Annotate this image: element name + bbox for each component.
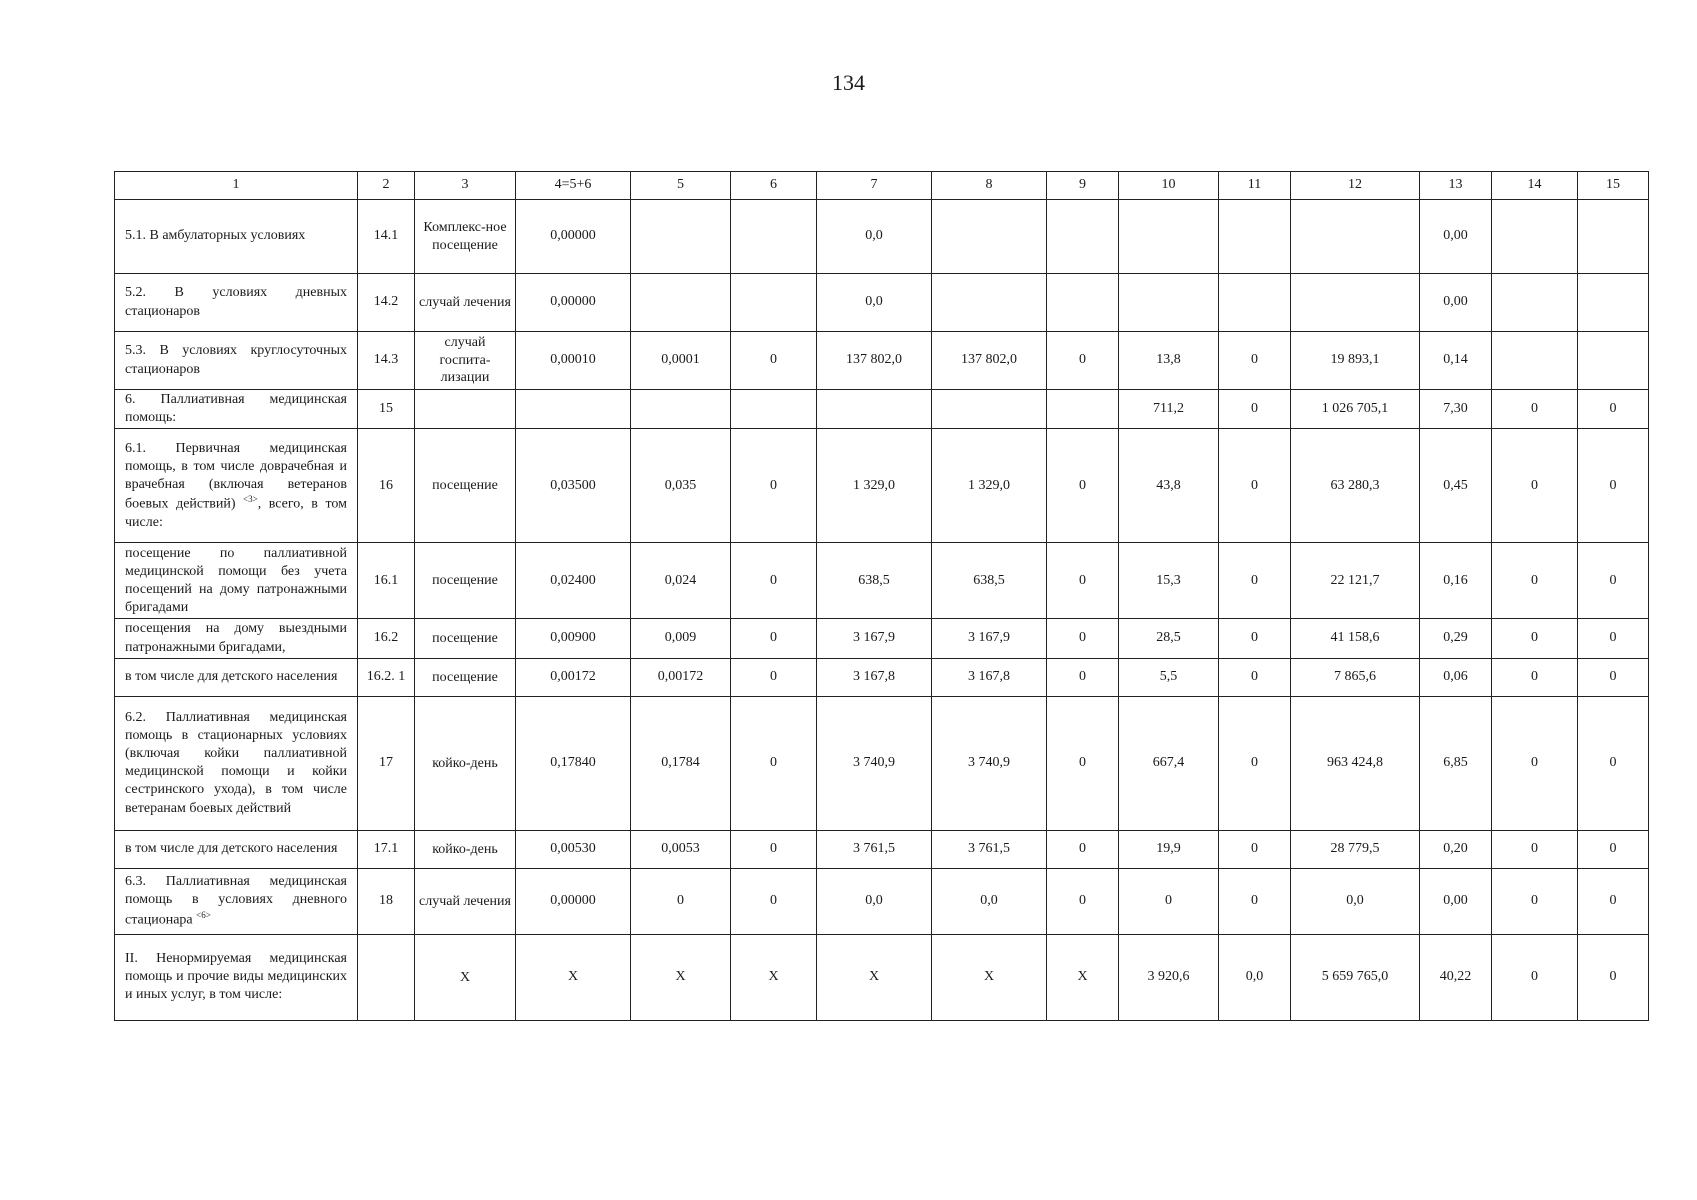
cell-c10: 5,5	[1119, 658, 1219, 696]
row-label-text: посещения на дому выездными патронажными бригадами,	[125, 621, 347, 655]
row-code: 14.3	[358, 332, 415, 390]
cell-c15: 0	[1578, 429, 1649, 543]
row-label	[115, 696, 358, 830]
cell-c13: 0,00	[1420, 274, 1492, 332]
cell-c9	[1047, 274, 1119, 332]
row-unit	[415, 390, 516, 429]
cell-c7	[817, 390, 932, 429]
cell-c4: 0,00900	[516, 619, 631, 658]
cell-c6: X	[731, 934, 817, 1020]
column-header: 11	[1219, 172, 1291, 200]
cell-c8: 3 167,8	[932, 658, 1047, 696]
row-code: 16.2. 1	[358, 658, 415, 696]
cell-c5: 0,024	[631, 543, 731, 619]
cell-c7: 3 740,9	[817, 696, 932, 830]
row-label-text: в том числе для детского населения	[125, 669, 338, 685]
cell-c12: 5 659 765,0	[1291, 934, 1420, 1020]
footnote-ref: <6>	[196, 909, 211, 920]
row-unit	[415, 332, 516, 390]
cell-c12: 7 865,6	[1291, 658, 1420, 696]
cell-c4: 0,00530	[516, 830, 631, 868]
cell-c7: 638,5	[817, 543, 932, 619]
unit-text: койко-день	[432, 841, 498, 857]
cell-c6	[731, 390, 817, 429]
cell-c5: 0	[631, 868, 731, 934]
volumes-table	[114, 171, 1649, 1021]
cell-c14: 0	[1492, 658, 1578, 696]
column-header: 6	[731, 172, 817, 200]
cell-c6: 0	[731, 429, 817, 543]
cell-c8: 137 802,0	[932, 332, 1047, 390]
row-label-text: 6.1. Первичная медицинская помощь, в том числе доврачебная и врачебная (включая ветеранов боевых действий)	[125, 440, 347, 512]
row-label	[115, 830, 358, 868]
cell-c12: 28 779,5	[1291, 830, 1420, 868]
cell-c6	[731, 274, 817, 332]
cell-c13: 0,14	[1420, 332, 1492, 390]
cell-c12: 63 280,3	[1291, 429, 1420, 543]
cell-c6	[731, 200, 817, 274]
cell-c15	[1578, 332, 1649, 390]
cell-c7: 3 167,8	[817, 658, 932, 696]
row-unit	[415, 619, 516, 658]
cell-c6: 0	[731, 830, 817, 868]
row-label	[115, 658, 358, 696]
column-header: 2	[358, 172, 415, 200]
cell-c15: 0	[1578, 658, 1649, 696]
cell-c12: 963 424,8	[1291, 696, 1420, 830]
column-header: 5	[631, 172, 731, 200]
cell-c11: 0	[1219, 868, 1291, 934]
cell-c7: 1 329,0	[817, 429, 932, 543]
cell-c13: 7,30	[1420, 390, 1492, 429]
row-label	[115, 274, 358, 332]
table-row	[115, 200, 1649, 274]
unit-text: случай лечения	[419, 893, 511, 909]
row-label	[115, 543, 358, 619]
cell-c12: 19 893,1	[1291, 332, 1420, 390]
row-label-text: посещение по паллиативной медицинской помощи без учета посещений на дому патронажными бригадами	[125, 545, 347, 616]
cell-c4	[516, 390, 631, 429]
cell-c9: 0	[1047, 332, 1119, 390]
cell-c10: 667,4	[1119, 696, 1219, 830]
column-header: 3	[415, 172, 516, 200]
cell-c10: 13,8	[1119, 332, 1219, 390]
table-row	[115, 390, 1649, 429]
row-label-text: 5.3. В условиях круглосуточных стационаров	[125, 343, 347, 377]
row-label-text: 5.2. В условиях дневных стационаров	[125, 285, 347, 319]
column-header: 8	[932, 172, 1047, 200]
cell-c7: 0,0	[817, 274, 932, 332]
column-header: 4=5+6	[516, 172, 631, 200]
cell-c15: 0	[1578, 390, 1649, 429]
row-code	[358, 934, 415, 1020]
cell-c10: 3 920,6	[1119, 934, 1219, 1020]
row-unit	[415, 830, 516, 868]
cell-c10: 28,5	[1119, 619, 1219, 658]
row-label-text: 6. Паллиативная медицинская помощь:	[125, 392, 347, 426]
unit-text: случай госпита-лизации	[439, 335, 491, 386]
cell-c13: 0,00	[1420, 200, 1492, 274]
cell-c12: 41 158,6	[1291, 619, 1420, 658]
cell-c13: 0,29	[1420, 619, 1492, 658]
cell-c5: 0,0001	[631, 332, 731, 390]
header-row	[115, 172, 1649, 200]
cell-c14: 0	[1492, 934, 1578, 1020]
cell-c6: 0	[731, 868, 817, 934]
cell-c8: X	[932, 934, 1047, 1020]
cell-c14: 0	[1492, 868, 1578, 934]
cell-c9	[1047, 390, 1119, 429]
row-unit	[415, 934, 516, 1020]
cell-c10	[1119, 274, 1219, 332]
cell-c13: 0,20	[1420, 830, 1492, 868]
cell-c4: 0,00172	[516, 658, 631, 696]
footnote-ref: <3>	[243, 494, 258, 505]
cell-c15	[1578, 200, 1649, 274]
row-code: 16	[358, 429, 415, 543]
cell-c15: 0	[1578, 934, 1649, 1020]
cell-c12: 22 121,7	[1291, 543, 1420, 619]
cell-c14	[1492, 200, 1578, 274]
cell-c10	[1119, 200, 1219, 274]
cell-c8	[932, 200, 1047, 274]
cell-c15: 0	[1578, 619, 1649, 658]
row-label-text: 6.2. Паллиативная медицинская помощь в стационарных условиях (включая койки паллиативной медицинской помощи и койки сестринского ухода), в том числе ветеранам боевых действий	[125, 709, 347, 816]
cell-c15	[1578, 274, 1649, 332]
cell-c8: 638,5	[932, 543, 1047, 619]
cell-c7: 3 167,9	[817, 619, 932, 658]
cell-c11: 0	[1219, 429, 1291, 543]
row-label-text: 5.1. В амбулаторных условиях	[125, 228, 306, 244]
column-header: 7	[817, 172, 932, 200]
table-row	[115, 934, 1649, 1020]
table-row	[115, 332, 1649, 390]
row-code: 17	[358, 696, 415, 830]
cell-c7: X	[817, 934, 932, 1020]
cell-c6: 0	[731, 332, 817, 390]
cell-c6: 0	[731, 619, 817, 658]
unit-text: посещение	[432, 573, 498, 589]
cell-c12	[1291, 274, 1420, 332]
cell-c8: 1 329,0	[932, 429, 1047, 543]
table-row	[115, 619, 1649, 658]
row-label-tail: , всего, в том числе:	[125, 496, 347, 530]
cell-c11: 0	[1219, 830, 1291, 868]
cell-c5	[631, 390, 731, 429]
cell-c4: 0,00000	[516, 868, 631, 934]
row-label	[115, 619, 358, 658]
cell-c14	[1492, 274, 1578, 332]
cell-c10: 15,3	[1119, 543, 1219, 619]
cell-c14: 0	[1492, 390, 1578, 429]
cell-c8	[932, 274, 1047, 332]
cell-c7: 0,0	[817, 868, 932, 934]
cell-c6: 0	[731, 543, 817, 619]
row-label-text: в том числе для детского населения	[125, 841, 338, 857]
row-code: 14.2	[358, 274, 415, 332]
cell-c9: 0	[1047, 543, 1119, 619]
cell-c13: 0,00	[1420, 868, 1492, 934]
row-label	[115, 332, 358, 390]
cell-c4: X	[516, 934, 631, 1020]
table-row	[115, 429, 1649, 543]
row-code: 18	[358, 868, 415, 934]
cell-c11: 0	[1219, 658, 1291, 696]
table-row	[115, 830, 1649, 868]
cell-c9: 0	[1047, 830, 1119, 868]
cell-c11: 0	[1219, 390, 1291, 429]
row-unit	[415, 274, 516, 332]
unit-text: посещение	[432, 669, 498, 685]
cell-c8: 3 740,9	[932, 696, 1047, 830]
column-header: 12	[1291, 172, 1420, 200]
column-header: 15	[1578, 172, 1649, 200]
unit-text: койко-день	[432, 755, 498, 771]
cell-c5: 0,0053	[631, 830, 731, 868]
cell-c14: 0	[1492, 696, 1578, 830]
cell-c13: 0,16	[1420, 543, 1492, 619]
cell-c9: 0	[1047, 658, 1119, 696]
cell-c7: 137 802,0	[817, 332, 932, 390]
cell-c7: 3 761,5	[817, 830, 932, 868]
cell-c9: 0	[1047, 619, 1119, 658]
row-unit	[415, 868, 516, 934]
row-code: 16.2	[358, 619, 415, 658]
cell-c10: 711,2	[1119, 390, 1219, 429]
row-code: 14.1	[358, 200, 415, 274]
cell-c7: 0,0	[817, 200, 932, 274]
cell-c13: 6,85	[1420, 696, 1492, 830]
cell-c14: 0	[1492, 830, 1578, 868]
row-label	[115, 429, 358, 543]
column-header: 1	[115, 172, 358, 200]
cell-c12: 1 026 705,1	[1291, 390, 1420, 429]
row-label	[115, 390, 358, 429]
cell-c5: 0,035	[631, 429, 731, 543]
cell-c11: 0	[1219, 543, 1291, 619]
cell-c6: 0	[731, 658, 817, 696]
cell-c12: 0,0	[1291, 868, 1420, 934]
cell-c10: 43,8	[1119, 429, 1219, 543]
cell-c8: 0,0	[932, 868, 1047, 934]
column-header: 14	[1492, 172, 1578, 200]
cell-c9: 0	[1047, 429, 1119, 543]
cell-c15: 0	[1578, 696, 1649, 830]
cell-c11: 0	[1219, 696, 1291, 830]
cell-c4: 0,00010	[516, 332, 631, 390]
cell-c13: 0,45	[1420, 429, 1492, 543]
cell-c4: 0,00000	[516, 200, 631, 274]
cell-c4: 0,00000	[516, 274, 631, 332]
cell-c15: 0	[1578, 868, 1649, 934]
row-code: 16.1	[358, 543, 415, 619]
cell-c11	[1219, 274, 1291, 332]
cell-c5: X	[631, 934, 731, 1020]
cell-c9: 0	[1047, 696, 1119, 830]
cell-c9: 0	[1047, 868, 1119, 934]
cell-c14: 0	[1492, 619, 1578, 658]
cell-c9	[1047, 200, 1119, 274]
cell-c13: 0,06	[1420, 658, 1492, 696]
column-header: 13	[1420, 172, 1492, 200]
row-label-text: 6.3. Паллиативная медицинская помощь в условиях дневного стационара	[125, 874, 347, 928]
row-unit	[415, 696, 516, 830]
column-header: 10	[1119, 172, 1219, 200]
row-label-text: II. Ненормируемая медицинская помощь и прочие виды медицинских и иных услуг, в том числе:	[125, 950, 347, 1003]
cell-c10: 19,9	[1119, 830, 1219, 868]
cell-c4: 0,03500	[516, 429, 631, 543]
row-label	[115, 200, 358, 274]
cell-c11: 0	[1219, 332, 1291, 390]
cell-c15: 0	[1578, 830, 1649, 868]
unit-text: посещение	[432, 630, 498, 646]
row-unit	[415, 429, 516, 543]
cell-c14	[1492, 332, 1578, 390]
page-number: 134	[832, 70, 865, 95]
cell-c15: 0	[1578, 543, 1649, 619]
cell-c5	[631, 274, 731, 332]
unit-text: посещение	[432, 478, 498, 494]
row-unit	[415, 658, 516, 696]
column-header: 9	[1047, 172, 1119, 200]
cell-c14: 0	[1492, 429, 1578, 543]
table-row	[115, 274, 1649, 332]
unit-text: Комплекс-ное посещение	[423, 220, 507, 253]
cell-c5: 0,1784	[631, 696, 731, 830]
row-unit	[415, 543, 516, 619]
row-code: 15	[358, 390, 415, 429]
cell-c6: 0	[731, 696, 817, 830]
table-row	[115, 658, 1649, 696]
cell-c14: 0	[1492, 543, 1578, 619]
table-row	[115, 543, 1649, 619]
cell-c8: 3 167,9	[932, 619, 1047, 658]
cell-c13: 40,22	[1420, 934, 1492, 1020]
table-row	[115, 868, 1649, 934]
cell-c4: 0,02400	[516, 543, 631, 619]
row-label	[115, 868, 358, 934]
cell-c11	[1219, 200, 1291, 274]
cell-c10: 0	[1119, 868, 1219, 934]
cell-c5: 0,00172	[631, 658, 731, 696]
cell-c12	[1291, 200, 1420, 274]
cell-c11: 0	[1219, 619, 1291, 658]
row-label	[115, 934, 358, 1020]
unit-text: X	[459, 969, 471, 985]
cell-c5	[631, 200, 731, 274]
table-body	[115, 172, 1649, 1021]
cell-c4: 0,17840	[516, 696, 631, 830]
cell-c9: X	[1047, 934, 1119, 1020]
row-unit	[415, 200, 516, 274]
cell-c8: 3 761,5	[932, 830, 1047, 868]
unit-text: случай лечения	[419, 294, 511, 310]
cell-c8	[932, 390, 1047, 429]
cell-c5: 0,009	[631, 619, 731, 658]
row-code: 17.1	[358, 830, 415, 868]
table-row	[115, 696, 1649, 830]
cell-c11: 0,0	[1219, 934, 1291, 1020]
